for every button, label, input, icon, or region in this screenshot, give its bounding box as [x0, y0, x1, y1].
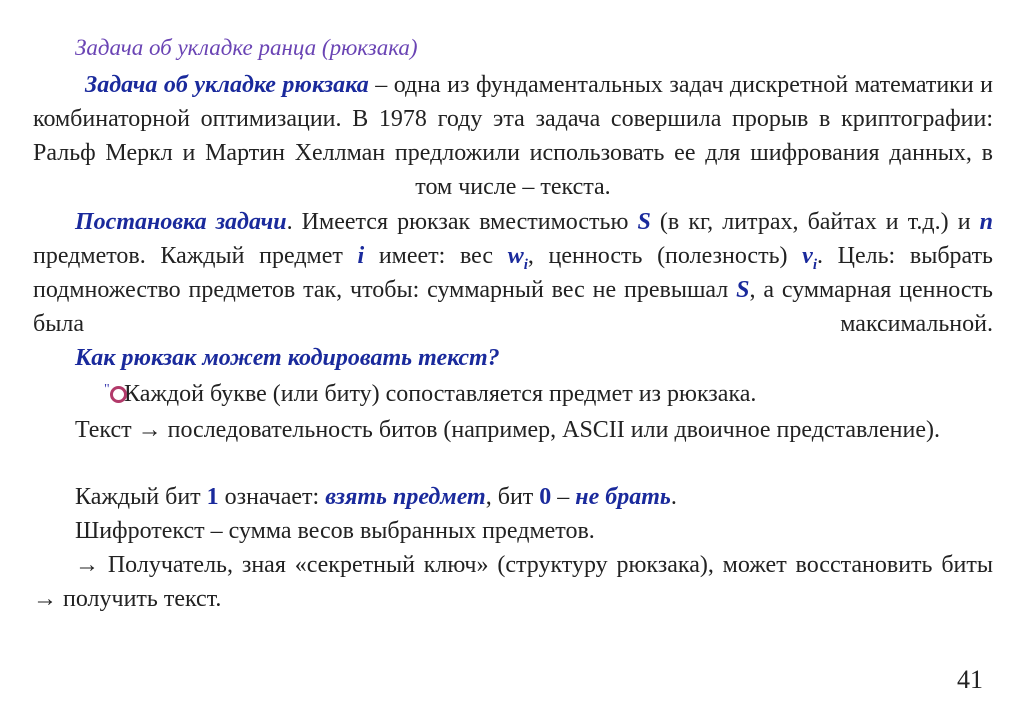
problem-text: . Цель: выбрать подмножество предметов так, чтобы: суммарный вес не превышал: [33, 243, 994, 303]
problem-text: , а суммарная ценность была максимальной.: [33, 277, 993, 337]
bullet-text: означает:: [218, 484, 326, 510]
bullet-text: Каждый бит: [75, 484, 207, 510]
bullet-text: –: [551, 484, 576, 510]
problem-text: имеет: вес: [364, 243, 508, 269]
bullet-mark: ": [104, 382, 110, 397]
problem-statement-paragraph: [33, 205, 993, 341]
var-v-subscript: i: [812, 256, 817, 273]
var-w: [507, 243, 528, 273]
var-S: S: [736, 277, 750, 303]
var-v: [802, 243, 817, 273]
bit-zero: 0: [539, 484, 552, 510]
problem-text: предметов. Каждый предмет: [33, 243, 358, 269]
var-n: n: [979, 209, 993, 235]
var-w-subscript: i: [523, 256, 528, 273]
bullet-item-5: [33, 548, 993, 616]
bullet-text: → Получатель, зная «секретный ключ» (структуру рюкзака), может восстановить биты → получить текст.: [33, 552, 993, 612]
problem-text: (в кг, литрах, байтах и т.д.) и: [650, 209, 980, 235]
bullet-item-3: [33, 480, 993, 514]
problem-text: , ценность (полезность): [527, 243, 803, 269]
var-w-letter: w: [507, 243, 524, 269]
not-take-phrase: не брать: [575, 484, 671, 510]
page-number: 41: [957, 665, 983, 694]
bullet-text: , бит: [485, 484, 540, 510]
bullet-ring-icon: [104, 381, 130, 405]
var-v-letter: v: [802, 243, 813, 269]
intro-term: Задача об укладке рюкзака: [85, 72, 369, 98]
bit-one: 1: [206, 484, 219, 510]
bullet-item-1: [33, 377, 993, 411]
var-S: S: [637, 209, 651, 235]
encoding-question: [33, 341, 993, 375]
var-i: i: [357, 243, 365, 269]
bullet-text: Текст → последовательность битов (например, ASCII или двоичное представление).: [75, 417, 940, 443]
bullet-item-2: [33, 413, 993, 447]
bullet-item-4: [33, 514, 993, 548]
slide-title: Задача об укладке ранца (рюкзака): [75, 35, 418, 60]
bullet-text: .: [670, 484, 677, 510]
intro-text: – одна из фундаментальных задач дискретной математики и комбинаторной оптимизации. В 1978 году эта задача совершила прорыв в криптографии: Ральф Меркл и Мартин Хеллман предложили использовать ее для шифрования данных, в том числе – текста.: [33, 72, 994, 200]
bullet-text: Каждой букве (или биту) сопоставляется предмет из рюкзака.: [124, 381, 757, 407]
take-item-phrase: взять предмет: [325, 484, 486, 510]
bullet-text: Шифротекст – сумма весов выбранных предметов.: [75, 518, 595, 544]
intro-paragraph: [33, 68, 993, 204]
problem-text: . Имеется рюкзак вместимостью: [286, 209, 638, 235]
question-text: Как рюкзак может кодировать текст?: [75, 345, 500, 371]
problem-heading: Постановка задачи: [75, 209, 287, 235]
